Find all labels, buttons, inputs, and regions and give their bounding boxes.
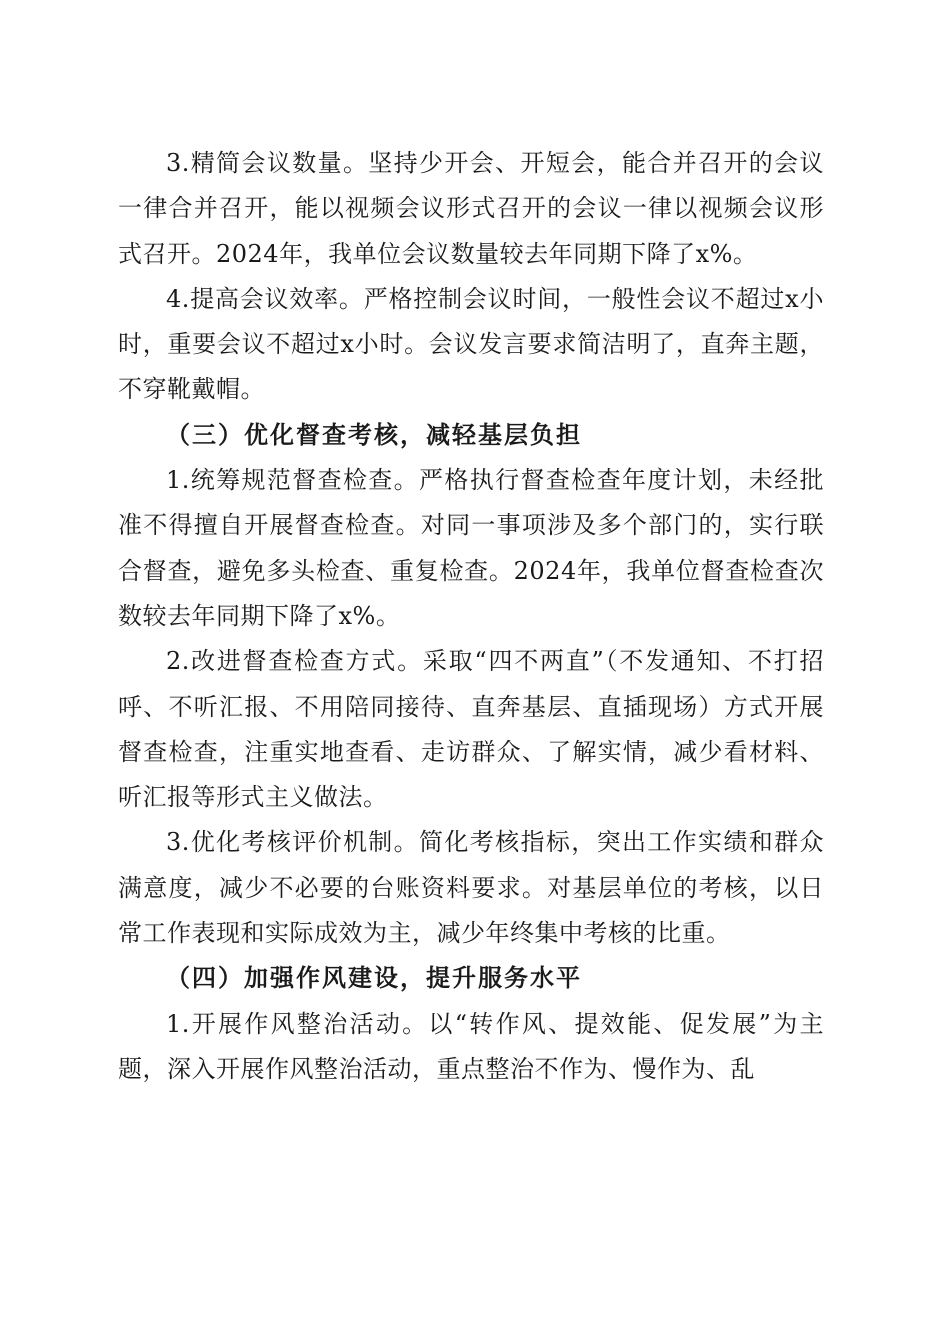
paragraph-meeting-efficiency: 4.提高会议效率。严格控制会议时间，一般性会议不超过x小时，重要会议不超过x小时。会议发言要求简洁明了，直奔主题，不穿靴戴帽。 [118, 284, 824, 404]
document-page [118, 141, 824, 1092]
paragraph-evaluation-mechanism: 3.优化考核评价机制。简化考核指标，突出工作实绩和群众满意度，减少不必要的台账资料要求。对基层单位的考核，以日常工作表现和实际成效为主，减少年终集中考核的比重。 [118, 828, 824, 948]
paragraph-improve-inspection: 2.改进督查检查方式。采取“四不两直”（不发通知、不打招呼、不听汇报、不用陪同接待、直奔基层、直插现场）方式开展督查检查，注重实地查看、走访群众、了解实情，减少看材料、听汇报等形式主义做法。 [118, 647, 824, 812]
paragraph-work-style-campaign: 1.开展作风整治活动。以“转作风、提效能、促发展”为主题，深入开展作风整治活动，重点整治不作为、慢作为、乱 [118, 1009, 824, 1083]
paragraph-reduce-meetings: 3.精简会议数量。坚持少开会、开短会，能合并召开的会议一律合并召开，能以视频会议形式召开的会议一律以视频会议形式召开。2024年，我单位会议数量较去年同期下降了x%。 [118, 149, 824, 268]
paragraph-standardize-inspection: 1.统筹规范督查检查。严格执行督查检查年度计划，未经批准不得擅自开展督查检查。对同一事项涉及多个部门的，实行联合督查，避免多头检查、重复检查。2024年，我单位督查检查次数较去年同期下降了x%。 [118, 466, 824, 630]
section-heading-work-style: （四）加强作风建设，提升服务水平 [166, 964, 582, 993]
section-heading-supervision: （三）优化督查考核，减轻基层负担 [166, 420, 582, 449]
